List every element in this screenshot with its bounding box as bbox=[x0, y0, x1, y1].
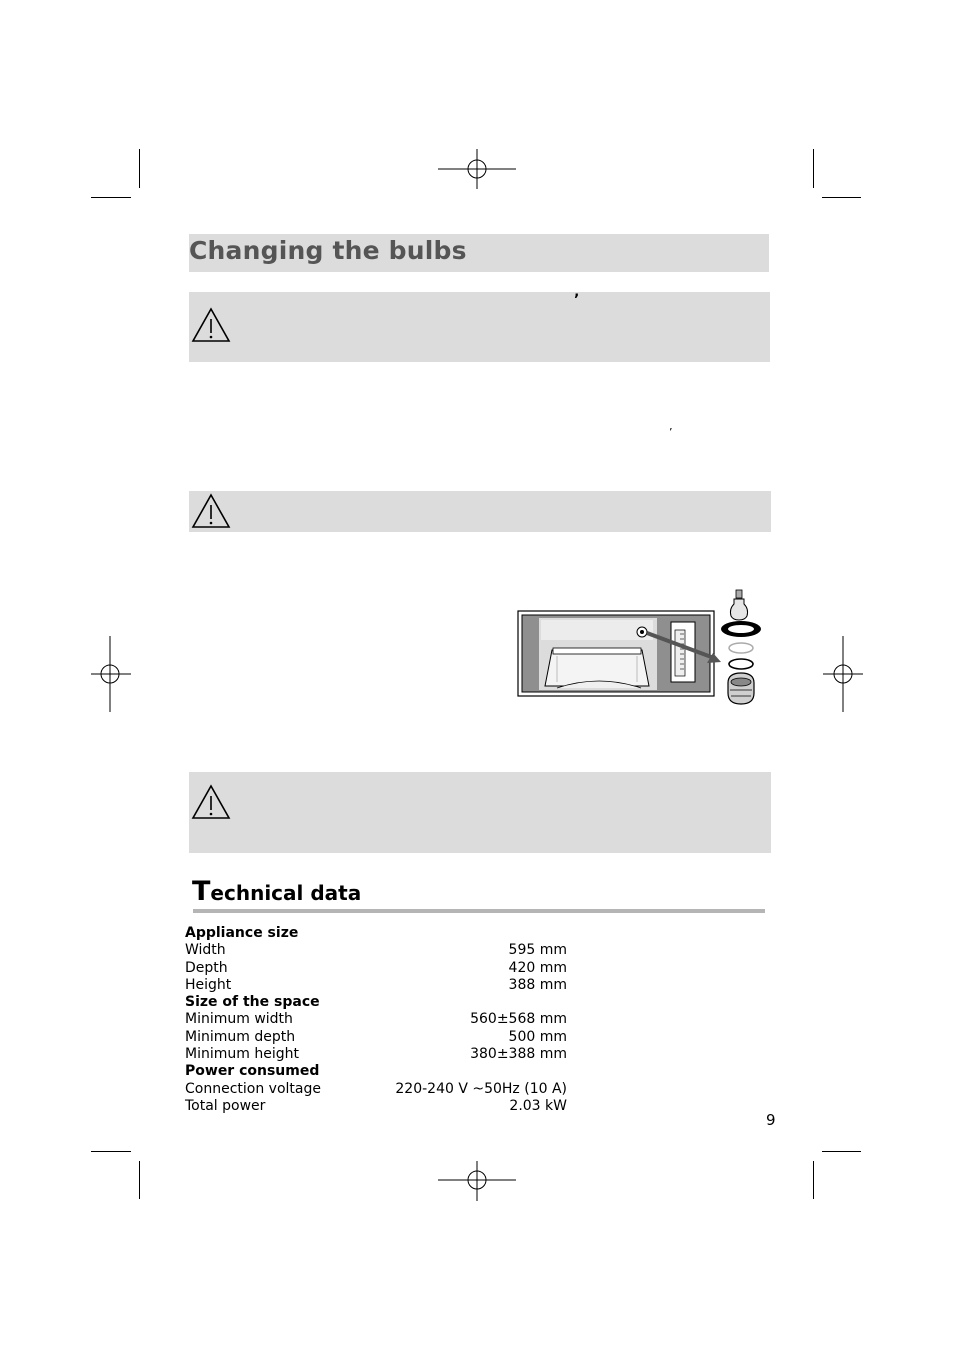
technical-title-initial: T bbox=[192, 876, 211, 907]
technical-data-title bbox=[192, 876, 361, 907]
warning-box-3 bbox=[189, 772, 771, 853]
spec-value: 380±388 mm bbox=[470, 1046, 567, 1063]
spec-value: 220-240 V ~50Hz (10 A) bbox=[395, 1080, 567, 1097]
spec-label: Minimum width bbox=[185, 1011, 293, 1028]
spec-label: Height bbox=[185, 976, 232, 993]
spec-label: Width bbox=[185, 942, 226, 959]
spec-value: 500 mm bbox=[508, 1028, 567, 1045]
warning-mark: ’ bbox=[574, 292, 580, 308]
spec-row bbox=[185, 1098, 569, 1115]
spec-label: Minimum depth bbox=[185, 1028, 296, 1045]
registration-mark-bottom bbox=[437, 1160, 517, 1202]
warning-box-2 bbox=[189, 491, 771, 532]
body-mark: ’ bbox=[669, 426, 673, 439]
technical-title-underline bbox=[193, 909, 765, 913]
section-heading: Size of the space bbox=[185, 994, 320, 1011]
spec-row bbox=[185, 942, 569, 959]
technical-title-rest: echnical data bbox=[210, 881, 362, 905]
spec-value: 595 mm bbox=[508, 942, 567, 959]
section-heading: Appliance size bbox=[185, 925, 299, 941]
registration-mark-top bbox=[437, 148, 517, 190]
spec-row bbox=[185, 1011, 569, 1028]
spec-label: Total power bbox=[185, 1097, 266, 1114]
registration-mark-right bbox=[822, 635, 864, 713]
spec-row bbox=[185, 977, 569, 994]
warning-triangle-icon bbox=[191, 307, 231, 343]
spec-label: Minimum height bbox=[185, 1046, 299, 1063]
section-title-bar bbox=[189, 234, 769, 272]
page-title: Changing the bulbs bbox=[189, 236, 467, 265]
spec-label: Connection voltage bbox=[185, 1080, 321, 1097]
spec-value: 2.03 kW bbox=[509, 1097, 567, 1114]
warning-box-1 bbox=[189, 292, 770, 362]
spec-value: 388 mm bbox=[508, 976, 567, 993]
spec-value: 560±568 mm bbox=[470, 1011, 567, 1028]
warning-triangle-icon bbox=[191, 493, 231, 529]
spec-row bbox=[185, 1046, 569, 1063]
spec-label: Depth bbox=[185, 959, 228, 976]
section-heading: Power consumed bbox=[185, 1063, 320, 1080]
technical-data-table bbox=[185, 925, 569, 1115]
spec-row bbox=[185, 960, 569, 977]
registration-mark-left bbox=[90, 635, 132, 713]
spec-row bbox=[185, 1081, 569, 1098]
bulb-replacement-diagram bbox=[517, 586, 767, 708]
page-number: 9 bbox=[766, 1111, 776, 1129]
warning-triangle-icon bbox=[191, 784, 231, 820]
spec-value: 420 mm bbox=[508, 959, 567, 976]
spec-row bbox=[185, 1029, 569, 1046]
